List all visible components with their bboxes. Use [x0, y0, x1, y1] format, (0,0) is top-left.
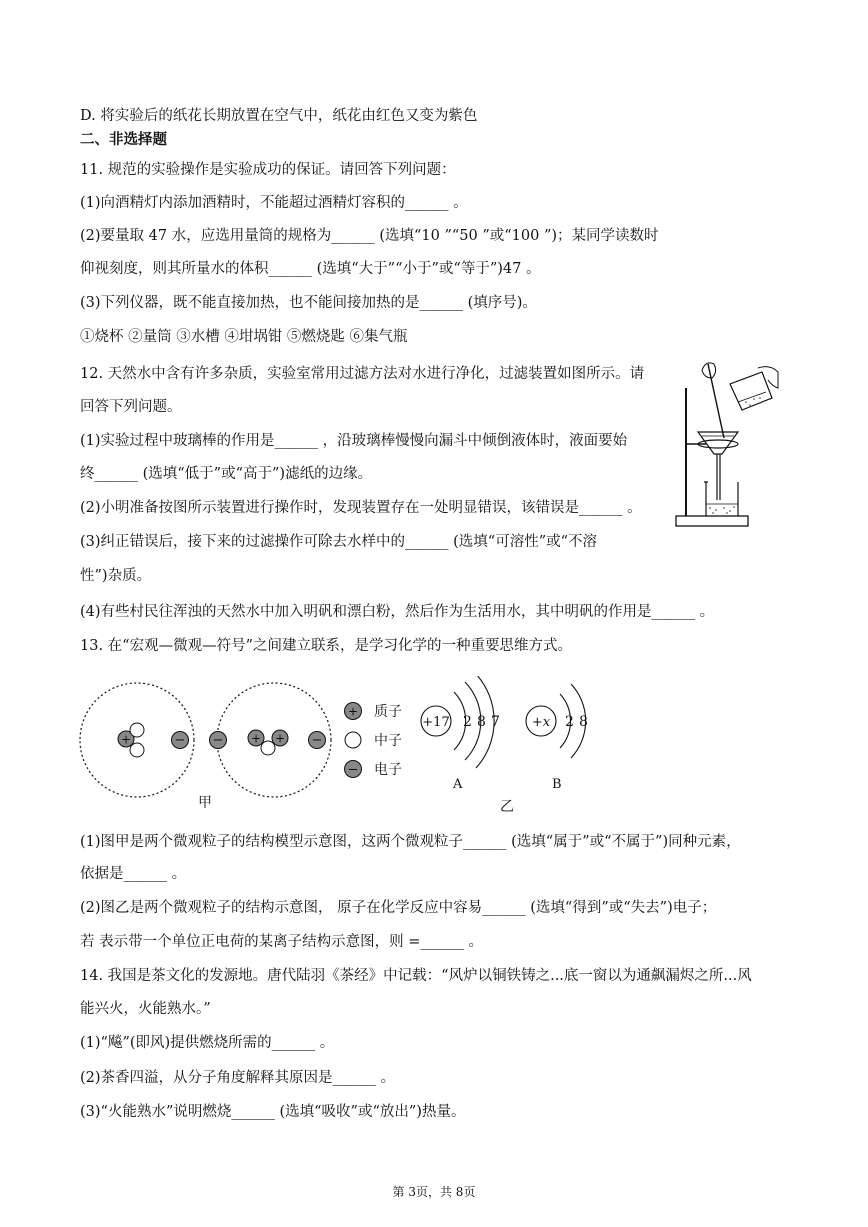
- q11-part2-cont: 仰视刻度，则其所量水的体积______ (选填“大于”“小于”或“等于”)47 。: [80, 261, 541, 277]
- legend-proton: [345, 703, 403, 721]
- particle-1-nucleus: [118, 723, 144, 757]
- q14-part3: (3)“火能熟水”说明燃烧______ (选填“吸收”或“放出”)热量。: [80, 1104, 466, 1120]
- svg-text:7: 7: [491, 714, 500, 730]
- atom-b-diagram: [526, 684, 588, 792]
- q13-part1-cont: 依据是______ 。: [80, 866, 187, 882]
- section-heading: 二、非选择题: [80, 131, 167, 148]
- q11-options: ①烧杯 ②量筒 ③水槽 ④坩埚钳 ⑤燃烧匙 ⑥集气瓶: [80, 329, 408, 345]
- q14-part1: (1)“飚”(即风)提供燃烧所需的______ 。: [80, 1035, 335, 1051]
- svg-text:质子: 质子: [374, 704, 402, 720]
- q14-stem-cont: 能兴火，火能熟水。”: [80, 1001, 211, 1017]
- svg-text:8: 8: [579, 714, 588, 730]
- q13-part1: (1)图甲是两个微观粒子的结构模型示意图，这两个微观粒子______ (选填“属于”或“不属于”)同种元素，: [80, 834, 741, 850]
- svg-text:+: +: [120, 732, 132, 747]
- q12-part1: (1)实验过程中玻璃棒的作用是______ ，沿玻璃棒慢慢向漏斗中倾倒液体时，液面要始: [80, 433, 628, 449]
- q11-part1: (1)向酒精灯内添加酒精时，不能超过酒精灯容积的______ 。: [80, 195, 468, 211]
- label-jia: 甲: [198, 795, 212, 811]
- filtration-apparatus-figure: [672, 358, 780, 530]
- q11-part3: (3)下列仪器，既不能直接加热，也不能间接加热的是______ (填序号)。: [80, 295, 537, 311]
- particle-2-electron-right: [309, 732, 326, 749]
- q12-part4: (4)有些村民往浑浊的天然水中加入明矾和漂白粉，然后作为生活用水，其中明矾的作用是______ 。: [80, 604, 715, 620]
- svg-text:2: 2: [463, 714, 472, 730]
- q12-stem-cont: 回答下列问题。: [80, 399, 182, 415]
- svg-text:+x: +x: [531, 715, 551, 730]
- q12-part3: (3)纠正错误后，接下来的过滤操作可除去水样中的______ (选填“可溶性”或“不溶: [80, 534, 598, 550]
- svg-text:−: −: [311, 733, 323, 748]
- q14-part2: (2)茶香四溢，从分子角度解释其原因是______ 。: [80, 1070, 396, 1086]
- particle-2-nucleus: [248, 730, 288, 755]
- option-d: D. 将实验后的纸花长期放置在空气中，纸花由红色又变为紫色: [80, 108, 478, 124]
- svg-text:2: 2: [565, 714, 574, 730]
- svg-text:中子: 中子: [374, 733, 402, 749]
- svg-text:−: −: [347, 762, 359, 778]
- svg-text:+: +: [347, 704, 359, 719]
- svg-text:8: 8: [477, 714, 486, 730]
- atom-a-diagram: [421, 676, 500, 792]
- svg-text:B: B: [552, 777, 562, 792]
- q13-part2-cont: 若 表示带一个单位正电荷的某离子结构示意图，则 =______ 。: [80, 934, 483, 950]
- q12-stem: 12. 天然水中含有许多杂质，实验室常用过滤方法对水进行净化，过滤装置如图所示。请: [80, 366, 645, 382]
- legend-electron: [345, 761, 403, 779]
- q13-stem: 13. 在“宏观—微观—符号”之间建立联系，是学习化学的一种重要思维方式。: [80, 638, 572, 654]
- svg-text:+: +: [250, 731, 262, 746]
- q12-part3-cont: 性”)杂质。: [80, 568, 152, 584]
- svg-text:A: A: [453, 777, 463, 792]
- q13-part2: (2)图乙是两个微观粒子的结构示意图， 原子在化学反应中容易______ (选填“得到”或“失去”)电子；: [80, 900, 717, 916]
- svg-text:+: +: [274, 731, 286, 746]
- q14-stem: 14. 我国是茶文化的发源地。唐代陆羽《茶经》中记载：“风炉以铜铁铸之...底一窗以为通飙漏烬之所...风: [80, 968, 752, 984]
- svg-text:电子: 电子: [374, 762, 402, 778]
- q11-stem: 11. 规范的实验操作是实验成功的保证。请回答下列问题：: [80, 162, 456, 178]
- q12-part2: (2)小明准备按图所示装置进行操作时，发现装置存在一处明显错误，该错误是______ 。: [80, 500, 642, 516]
- particle-1-electron: [172, 732, 189, 749]
- q11-part2: (2)要量取 47 水，应选用量筒的规格为______ (选填“10 ”“50 ”或“100 ”)；某同学读数时: [80, 228, 659, 244]
- svg-text:−: −: [212, 733, 224, 748]
- label-yi: 乙: [500, 799, 514, 815]
- legend-neutron: [345, 732, 402, 749]
- page-footer: 第 3页，共 8页: [392, 1185, 476, 1199]
- svg-text:−: −: [174, 733, 186, 748]
- q12-part1-cont: 终______ (选填“低于”或“高于”)滤纸的边缘。: [80, 466, 373, 482]
- q13-particle-figure: [70, 676, 630, 822]
- svg-text:+17: +17: [422, 715, 450, 730]
- particle-2-electron-left: [210, 732, 227, 749]
